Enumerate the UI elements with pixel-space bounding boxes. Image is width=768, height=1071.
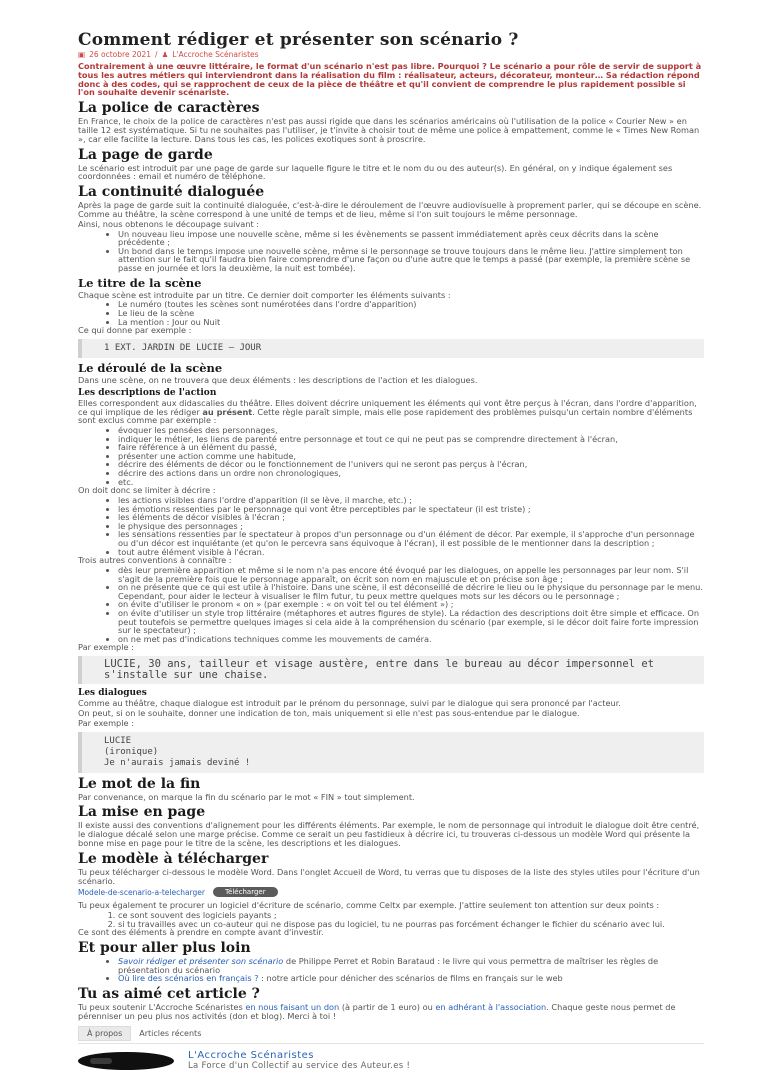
post-meta: ▣ 26 octobre 2021 / ♟ L'Accroche Scénaristes — [78, 50, 259, 59]
donate-link[interactable]: en nous faisant un don — [245, 1001, 340, 1012]
heading-modele: Le modèle à télécharger — [78, 850, 269, 867]
list-item: • on évite d'utiliser un style trop littéraire (métaphores et autres figures de style). La rédaction des descriptions doit être simple et efficace. On peut toutefois se permettre quelques images si cela aide à la compréhension du scénario (par exemple, si le décor doit faire forte impression sur le spectateur) ; — [118, 609, 704, 635]
list-item: • Savoir rédiger et présenter son scénario de Philippe Perret et Robin Barataud : le livre qui vous permettra de maîtriser les règles de présentation du scénario — [118, 957, 704, 974]
conventions-list — [78, 566, 704, 643]
heading-continuite: La continuité dialoguée — [78, 184, 265, 201]
heading-police: La police de caractères — [78, 100, 260, 117]
heading-deroule: Le déroulé de la scène — [78, 360, 223, 375]
page-title: Comment rédiger et présenter son scénario ? — [78, 30, 519, 50]
continuite-list — [78, 230, 704, 273]
divider — [78, 1043, 704, 1044]
list-item: • les émotions ressenties par le personnage qui vont être perceptibles par le spectateur (il est triste) ; — [118, 505, 704, 514]
heading-dialogues: Les dialogues — [78, 688, 147, 699]
download-row — [78, 887, 704, 897]
author-name[interactable]: L'Accroche Scénaristes — [188, 1050, 315, 1062]
post-date[interactable]: 26 octobre 2021 — [89, 50, 152, 59]
article-lead: Contrairement à une œuvre littéraire, le format d'un scénario n'est pas libre. Pourquoi ? Le scénario a pour rôle de servir de support à tous les autres métiers qui interviendront dans la réalisation du film : réalisateur, acteurs, décorateur, monteur… Sa rédaction répond donc à des codes, qui se rapprochent de ceux de la pièce de théâtre et qu'il convient de comprendre le plus rapidement possible si l'on souhaite devenir scénariste. — [78, 61, 702, 98]
list-item: • les sensations ressenties par le spectateur à propos d'un personnage ou d'un élément de décor. Par exemple, il s'approche d'un personnage ou d'un décor est inquiétante (et qu'on le percevra sans équivoque à l'écran), il est possible de le mentionner dans la description ; — [118, 530, 704, 547]
list-item: • Où lire des scénarios en français ? : notre article pour dénicher des scénarios de films en français sur le web — [118, 974, 704, 983]
heading-titre: Le titre de la scène — [78, 275, 202, 290]
description-example: LUCIE, 30 ans, tailleur et visage austère, entre dans le bureau au décor impersonnel et s'installe sur une chaise. — [78, 656, 704, 684]
list-item: • faire référence à un élément du passé, — [118, 443, 704, 452]
heading-aime: Tu as aimé cet article ? — [78, 985, 260, 1002]
list-item: • indiquer le métier, les liens de parenté entre personnage et tout ce qui ne peut pas se comprendre directement à l'écran, — [118, 435, 704, 444]
heading-garde: La page de garde — [78, 146, 213, 163]
list-item: • le physique des personnages ; — [118, 522, 704, 531]
user-icon: ♟ — [161, 50, 169, 59]
titre-list — [78, 300, 704, 326]
list-item: • les actions visibles dans l'ordre d'apparition (il se lève, il marche, etc.) ; — [118, 496, 704, 505]
list-item: 2. si tu travailles avec un co-auteur qui ne dispose pas du logiciel, tu ne pourras pas forcément échanger le fichier du scénario avec lui. — [118, 920, 704, 929]
list-item: • La mention : Jour ou Nuit — [118, 318, 704, 327]
tab-recent-articles[interactable]: Articles récents — [139, 1029, 202, 1039]
loin-list — [78, 957, 704, 983]
author-box-tabs — [78, 1026, 704, 1041]
join-link[interactable]: en adhérant à l'association — [435, 1001, 547, 1012]
scene-title-example: 1 EXT. JARDIN DE LUCIE – JOUR — [78, 339, 704, 358]
logiciel-list — [78, 911, 704, 928]
list-item: • etc. — [118, 478, 704, 487]
list-item: • Le lieu de la scène — [118, 309, 704, 318]
calendar-icon: ▣ — [78, 50, 86, 59]
article: Comment rédiger et présenter son scénario ? ▣ 26 octobre 2021 / ♟ L'Accroche Scénaristes Contrairement à une œuvre littéraire, le format d'un scénario n'est pas libre. Pourquoi ? Le scénario a pour rôle de servir de support à tous les autres métiers qui interviendront dans la réalisation du film : réalisateur, acteurs, décorateur, monteur… Sa rédaction répond donc à des codes, qui se rapprochent de ceux de la pièce de théâtre et qu'il convient de comprendre le plus rapidement possible si l'on souhaite devenir scénariste. La police de caractères En France, le choix de la police de caractères n'est pas aussi rigide que dans les scénarios américains où l'utilisation de la police « Courier New » en taille 12 est systématique. Si tu ne souhaites pas l'utiliser, je t'invite à choisir tout de même une police à empattement, comme le « Times New Roman », car elle facilite la lecture. Dans tous les cas, les polices exotiques sont à proscrire. La page de garde Le scénario est introduit par une page de garde sur laquelle figure le titre et le nom du ou des auteur(s). En général, on y indique également ses coordonnées : email et numéro de téléphone. La continuité dialoguée Après la page de garde suit la continuité dialoguée, c'est-à-dire le déroulement de l'œuvre audiovisuelle à proprement parler, qui se découpe en scène. Comme au théâtre, la scène correspond à une unité de temps et de lieu, même si l'on suit toujours le même personnage. Ainsi, nous obtenons le découpage suivant : • Un nouveau lieu impose une nouvelle scène, même si les évènements se passent immédiatement après ceux décrits dans la scène précédente ; • Un bond dans le temps impose une nouvelle scène, même si le personnage se trouve toujours dans le même lieu. J'attire simplement ton attention sur le fait qu'il faudra bien faire comprendre d'une façon ou d'une autre que le temps a passé (par exemple, la première scène se passe en journée et lors la deuxième, la nuit est tombée). Le titre de la scène Chaque scène est introduite par un titre. Ce dernier doit comporter les éléments suivants : • Le numéro (toutes les scènes sont numérotées dans l'ordre d'apparition) • Le lieu de la scène • La mention : Jour ou Nuit Ce qui donne par exemple : 1 EXT. JARDIN DE LUCIE – JOUR Le déroulé de la scène Dans une scène, on ne trouvera que deux éléments : les descriptions de l'action et les dialogues. Les descriptions de l'action Elles correspondent aux didascalies du théâtre. Elles doivent décrire uniquement les éléments qui vont être perçus à l'écran, dans l'ordre d'apparition, ce qui implique de les rédiger au présent. Cette règle paraît simple, mais elle pose rapidement des problèmes puisqu'un certain nombre d'éléments sont exclus comme par exemple : • évoquer les pensées des personnages, • indiquer le métier, les liens de parenté entre personnage et tout ce qui ne peut pas se comprendre directement à l'écran, • faire référence à un élément du passé, • présenter une action comme une habitude, • décrire des éléments de décor ou le fonctionnement de l'univers qui ne seront pas perçus à l'écran, • décrire des actions dans un ordre non chronologiques, • etc. On doit donc se limiter à décrire : • les actions visibles dans l'ordre d'apparition (il se lève, il marche, etc.) ; • les émotions ressenties par le personnage qui vont être perceptibles par le spectateur (il est triste) ; • les éléments de décor visibles à l'écran ; • le physique des personnages ; • les sensations ressenties par le spectateur à propos d'un personnage ou d'un élément de décor. Par exemple, il s'approche d'un personnage ou d'un décor est inquiétante (et qu'on le percevra sans équivoque à l'écran), il est possible de le mentionner dans la description ; • tout autre élément visible à l'écran. Trois autres conventions à connaître : • dès leur première apparition et même si le nom n'a pas encore été évoqué par les dialogues, on appelle les personnages par leur nom. S'il s'agit de la première fois que le personnage apparaît, on écrit son nom en majuscule et on précise son âge ; • on ne présente que ce qui est utile à l'histoire. Dans une scène, il est déconseillé de décrire le lieu ou le physique du personnage par le menu. Cependant, pour aider le lecteur à visualiser le film futur, tu peux mettre quelques mots sur les décors ou le personnage ; • on évite d'utiliser le pronom « on » (par exemple : « on voit tel ou tel élément ») ; • on évite d'utiliser un style trop littéraire (métaphores et autres figures de style). La rédaction des descriptions doit être simple et efficace. On peut toutefois se permettre quelques images si cela aide à la compréhension du scénario (par exemple, si le décor doit faire forte impression sur le spectateur) ; • on ne met pas d'indications techniques comme les mouvements de caméra. Par exemple : LUCIE, 30 ans, tailleur et visage austère, entre dans le bureau au décor impersonnel et s'installe sur une chaise. Les dialogues Comme au théâtre, chaque dialogue est introduit par le prénom du personnage, suivi par le dialogue qui sera prononcé par l'acteur. On peut, si on le souhaite, donner une indication de ton, mais uniquement si elle n'est pas sous-entendue par le dialogue. Par exemple : LUCIE (ironique) Je n'aurais jamais deviné ! Le mot de la fin Par convenance, on marque la fin du scénario par le mot « FIN » tout simplement. La mise en page Il existe aussi des conventions d'alignement pour les différents éléments. Par exemple, le nom de personnage qui introduit le dialogue doit être centré, le dialogue décalé selon une marge précise. Comme ce serait un peu fastidieux à décrire ici, tu trouveras ci-dessous un modèle Word qui présente la bonne mise en page pour le titre de la scène, les descriptions et les dialogues. Le modèle à télécharger Tu peux télécharger ci-dessous le modèle Word. Dans l'onglet Accueil de Word, tu verras que tu disposes de la liste des styles utiles pour l'écriture d'un scénario. Modele-de-scenario-a-telecharger Télécharger Tu peux également te procurer un logiciel d'écriture de scénario, comme Celtx par exemple. J'attire seulement ton attention sur deux points : 1. ce sont souvent des logiciels payants ; 2. si tu travailles avec un co-auteur qui ne dispose pas du logiciel, tu ne pourras pas forcément échanger le fichier du scénario avec lui. Ce sont des éléments à prendre en compte avant d'investir. Et pour aller plus loin • Savoir rédiger et présenter son scénario de Philippe Perret et Robin Barataud : le livre qui vous permettra de maîtriser les règles de présentation du scénario • Où lire des scénarios en français ? : notre article pour dénicher des scénarios de films en français sur le web Tu as aimé cet article ? Tu peux soutenir L'Accroche Scénaristes en nous faisant un don (à partir de 1 euro) ou en adhérant à l'association. Chaque geste nous permet de pérenniser un peu plus nos activités (don et blog). Merci à toi ! À propos Articles récents L'Accroche Scénaristes La Force d'un Collectif au service des Auteur.es ! — [78, 0, 704, 1071]
heading-mise: La mise en page — [78, 804, 206, 821]
logo-mark — [90, 1058, 112, 1064]
heading-fin: Le mot de la fin — [78, 775, 201, 792]
excluded-list — [78, 426, 704, 486]
list-item: • on évite d'utiliser le pronom « on » (par exemple : « on voit tel ou tel élément ») ; — [118, 600, 704, 609]
list-item: • dès leur première apparition et même si le nom n'a pas encore été évoqué par les dialogues, on appelle les personnages par leur nom. S'il s'agit de la première fois que le personnage apparaît, on écrit son nom en majuscule et on précise son âge ; — [118, 566, 704, 583]
article-link[interactable]: Où lire des scénarios en français ? — [118, 973, 259, 984]
author-info — [188, 1050, 410, 1071]
list-item: • Un nouveau lieu impose une nouvelle scène, même si les évènements se passent immédiatement après ceux décrits dans la scène précédente ; — [118, 230, 704, 247]
avatar — [78, 1052, 174, 1070]
list-item: • Un bond dans le temps impose une nouvelle scène, même si le personnage se trouve toujours dans le même lieu. J'attire simplement ton attention sur le fait qu'il faudra bien faire comprendre d'une façon ou d'une autre que le temps a passé (par exemple, la première scène se passe en journée et lors la deuxième, la nuit est tombée). — [118, 247, 704, 273]
author-box — [78, 1050, 704, 1071]
file-link[interactable]: Modele-de-scenario-a-telecharger — [78, 887, 205, 897]
download-button[interactable]: Télécharger — [213, 887, 278, 897]
list-item: 1. ce sont souvent des logiciels payants ; — [118, 911, 704, 920]
list-item: • présenter une action comme une habitude, — [118, 452, 704, 461]
heading-loin: Et pour aller plus loin — [78, 940, 251, 957]
author-description: La Force d'un Collectif au service des Auteur.es ! — [188, 1061, 411, 1071]
allowed-list — [78, 496, 704, 556]
list-item: • décrire des éléments de décor ou le fonctionnement de l'univers qui ne seront pas perçus à l'écran, — [118, 460, 704, 469]
post-author[interactable]: L'Accroche Scénaristes — [172, 50, 259, 59]
list-item: • tout autre élément visible à l'écran. — [118, 548, 704, 557]
list-item: • évoquer les pensées des personnages, — [118, 426, 704, 435]
book-link[interactable]: Savoir rédiger et présenter son scénario — [118, 956, 284, 967]
list-item: • Le numéro (toutes les scènes sont numérotées dans l'ordre d'apparition) — [118, 300, 704, 309]
list-item: • décrire des actions dans un ordre non chronologiques, — [118, 469, 704, 478]
list-item: • les éléments de décor visibles à l'écran ; — [118, 513, 704, 522]
list-item: • on ne met pas d'indications techniques comme les mouvements de caméra. — [118, 635, 704, 644]
list-item: • on ne présente que ce qui est utile à l'histoire. Dans une scène, il est déconseillé de décrire le lieu ou le physique du personnage par le menu. Cependant, pour aider le lecteur à visualiser le film futur, tu peux mettre quelques mots sur les décors ou le personnage ; — [118, 583, 704, 600]
tab-about[interactable]: À propos — [78, 1026, 131, 1041]
dialogue-example: LUCIE (ironique) Je n'aurais jamais deviné ! — [78, 732, 704, 773]
heading-descriptions: Les descriptions de l'action — [78, 387, 217, 398]
